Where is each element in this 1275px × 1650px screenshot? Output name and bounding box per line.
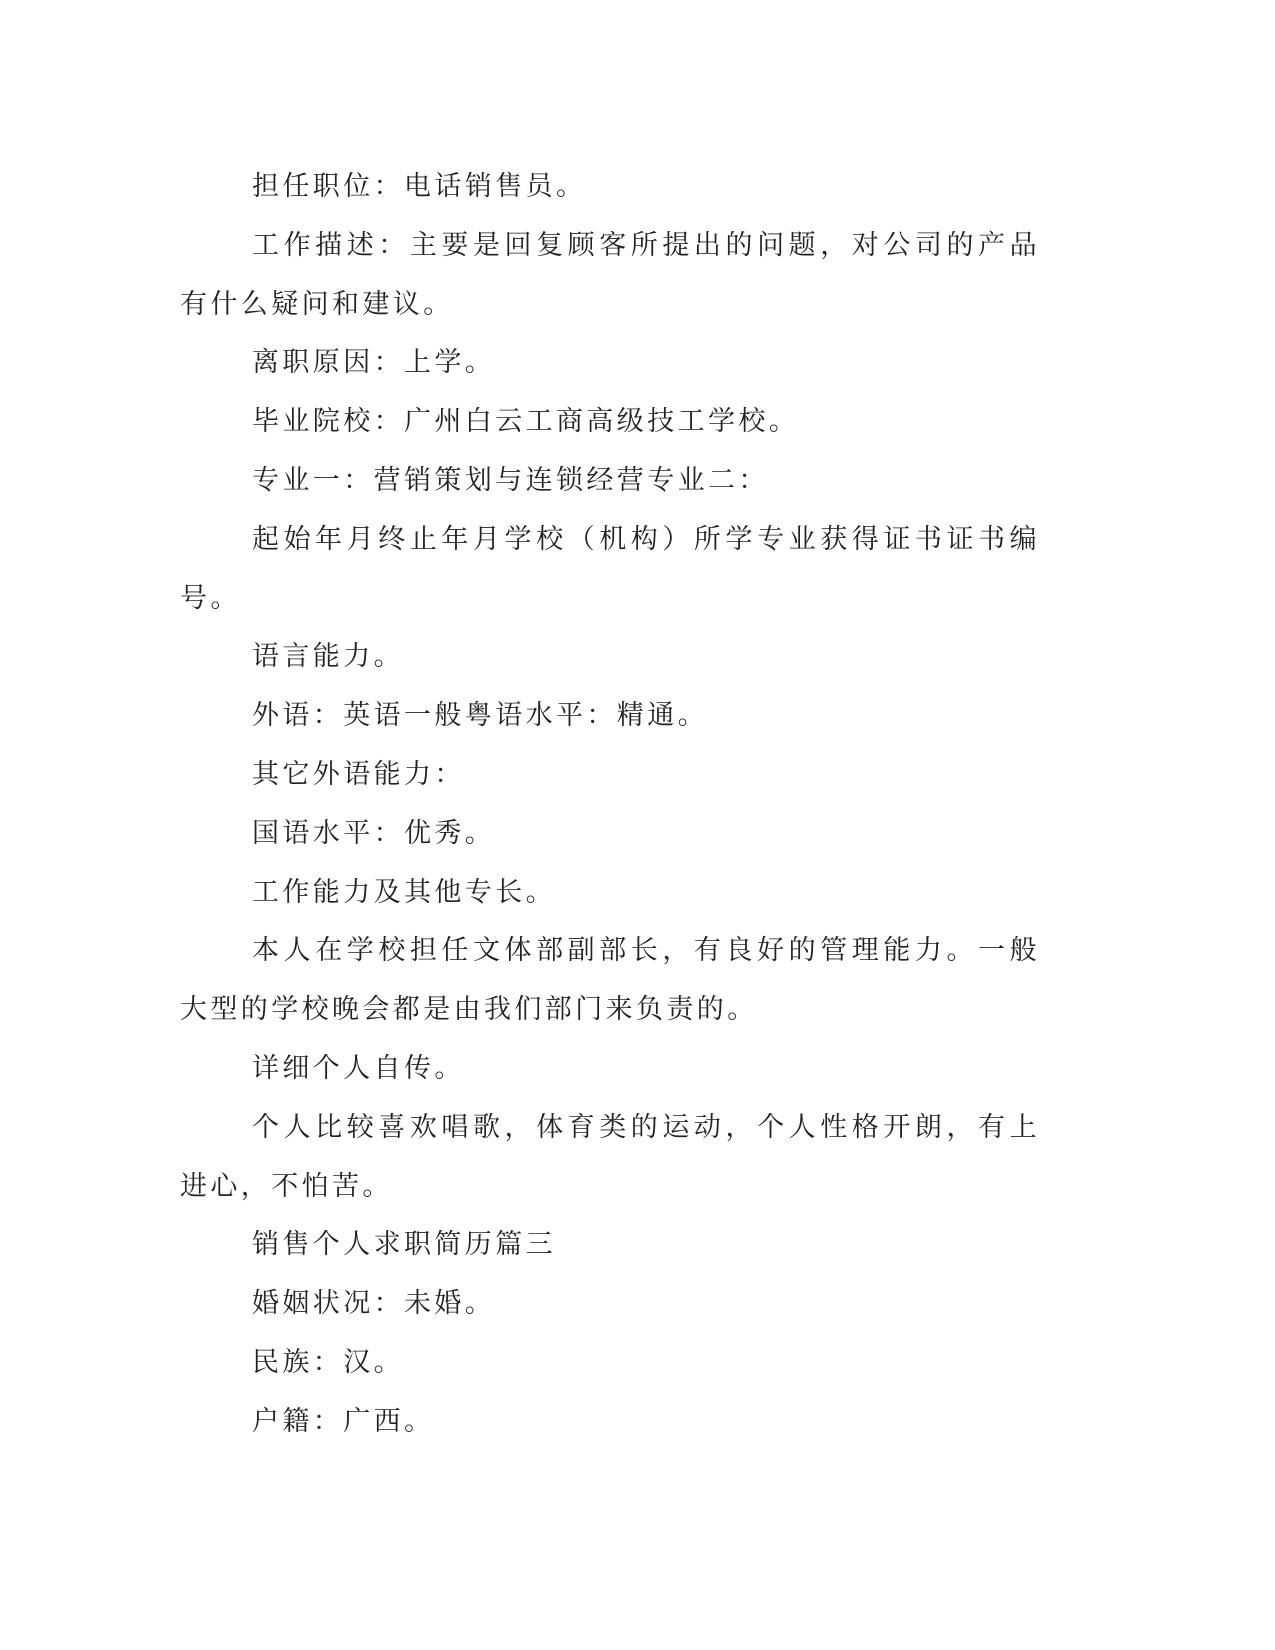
paragraph-skills-heading: 工作能力及其他专长。 <box>252 876 556 908</box>
paragraph-foreign-language: 外语：英语一般粤语水平：精通。 <box>252 700 708 732</box>
paragraph-ethnicity: 民族：汉。 <box>252 1346 404 1378</box>
paragraph-leave-reason: 离职原因：上学。 <box>252 347 496 379</box>
paragraph-education-table-header: 起始年月终止年月学校（机构）所学专业获得证书证书编号。 <box>180 523 1040 614</box>
paragraph-other-language: 其它外语能力： <box>252 758 465 790</box>
paragraph-school: 毕业院校：广州白云工商高级技工学校。 <box>252 406 800 438</box>
paragraph-household-registration: 户籍：广西。 <box>252 1405 435 1437</box>
paragraph-skills: 本人在学校担任文体部副部长，有良好的管理能力。一般大型的学校晚会都是由我们部门来负责的。 <box>180 935 1040 1026</box>
paragraph-language-heading: 语言能力。 <box>252 641 404 673</box>
section-heading: 销售个人求职简历篇三 <box>252 1229 556 1261</box>
paragraph-job-description: 工作描述：主要是回复顾客所提出的问题，对公司的产品有什么疑问和建议。 <box>180 229 1040 320</box>
document-body <box>180 158 1040 1452</box>
paragraph-autobiography: 个人比较喜欢唱歌，体育类的运动，个人性格开朗，有上进心，不怕苦。 <box>180 1111 1040 1202</box>
paragraph-autobiography-heading: 详细个人自传。 <box>252 1052 465 1084</box>
paragraph-major: 专业一：营销策划与连锁经营专业二： <box>252 464 769 496</box>
paragraph-position: 担任职位：电话销售员。 <box>252 171 587 202</box>
paragraph-marital-status: 婚姻状况：未婚。 <box>252 1288 496 1320</box>
paragraph-mandarin: 国语水平：优秀。 <box>252 817 496 849</box>
